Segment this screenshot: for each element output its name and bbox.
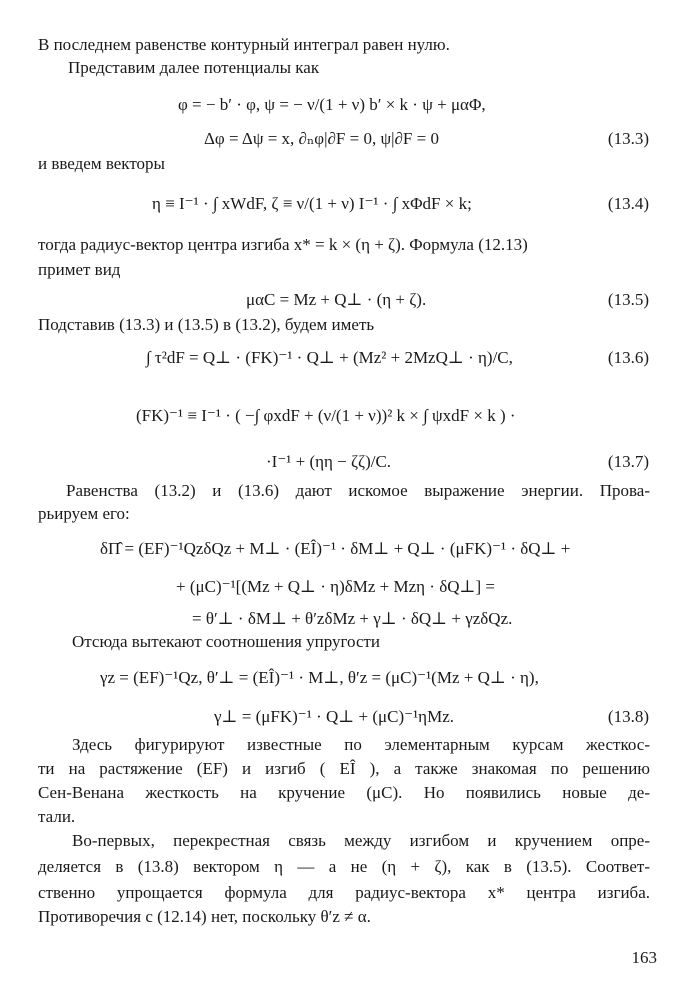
text-line: Во-первых, перекрестная связь между изгибом и кручением опре- [72, 831, 650, 850]
equation-number: (13.3) [607, 129, 649, 148]
text-line: примет вид [38, 260, 121, 279]
text-line: ти на растяжение (EF) и изгиб ( EÎ ), а также знакомая по решению [38, 759, 650, 778]
equation: ∫ τ²dF = Q⊥ · (FK)⁻¹ · Q⊥ + (Mz² + 2MzQ⊥ · η)/C, [146, 348, 513, 367]
text-line: Здесь фигурируют известные по элементарным курсам жесткос- [72, 735, 650, 754]
equation: (FK)⁻¹ ≡ I⁻¹ · ( −∫ φxdF + (ν/(1 + ν))² k × ∫ ψxdF × k ) · [136, 406, 516, 425]
equation: φ = − b′ · φ, ψ = − ν/(1 + ν) b′ × k · ψ + μαΦ, [178, 95, 486, 114]
text-line: Сен-Венана жесткость на кручение (μC). Но появились новые де- [38, 783, 650, 802]
equation: μαC = Mz + Q⊥ · (η + ζ). [246, 290, 427, 309]
text-line: Противоречия с (12.14) нет, поскольку θ′z ≠ α. [38, 907, 371, 926]
text-line: Представим далее потенциалы как [68, 58, 320, 77]
page-number: 163 [631, 948, 657, 967]
equation: δΠ̂ = (EF)⁻¹QzδQz + M⊥ · (EÎ)⁻¹ · δM⊥ + Q⊥ · (μFK)⁻¹ · δQ⊥ + [100, 539, 571, 558]
equation-number: (13.4) [607, 194, 649, 213]
text-line: деляется в (13.8) вектором η — а не (η + ζ), как в (13.5). Соответ- [38, 857, 650, 876]
text-line: тали. [38, 807, 76, 826]
text-line: рьируем его: [38, 504, 130, 523]
text-line: и введем векторы [38, 154, 165, 173]
equation-number: (13.7) [607, 452, 649, 471]
text-line: ственно упрощается формула для радиус-вектора x* центра изгиба. [38, 883, 650, 902]
equation: + (μC)⁻¹[(Mz + Q⊥ · η)δMz + Mzη · δQ⊥] = [176, 577, 495, 596]
equation: γz = (EF)⁻¹Qz, θ′⊥ = (EÎ)⁻¹ · M⊥, θ′z = (μC)⁻¹(Mz + Q⊥ · η), [100, 668, 539, 687]
equation: γ⊥ = (μFK)⁻¹ · Q⊥ + (μC)⁻¹ηMz. [214, 707, 454, 726]
equation: Δφ = Δψ = x, ∂ₙφ|∂F = 0, ψ|∂F = 0 [204, 129, 439, 148]
text-line: Отсюда вытекают соотношения упругости [72, 632, 381, 651]
text-line: Подставив (13.3) и (13.5) в (13.2), будем иметь [38, 315, 375, 334]
equation: = θ′⊥ · δM⊥ + θ′zδMz + γ⊥ · δQ⊥ + γzδQz. [192, 609, 513, 628]
equation: η ≡ I⁻¹ · ∫ xWdF, ζ ≡ ν/(1 + ν) I⁻¹ · ∫ xΦdF × k; [152, 194, 472, 213]
equation-number: (13.5) [607, 290, 649, 309]
text-line: Равенства (13.2) и (13.6) дают искомое выражение энергии. Прова- [66, 481, 650, 500]
text-line: В последнем равенстве контурный интеграл равен нулю. [38, 35, 450, 54]
equation-number: (13.6) [607, 348, 649, 367]
equation-number: (13.8) [607, 707, 649, 726]
text-line: тогда радиус-вектор центра изгиба x* = k × (η + ζ). Формула (12.13) [38, 235, 528, 254]
equation: ·I⁻¹ + (ηη − ζζ)/C. [266, 452, 392, 471]
